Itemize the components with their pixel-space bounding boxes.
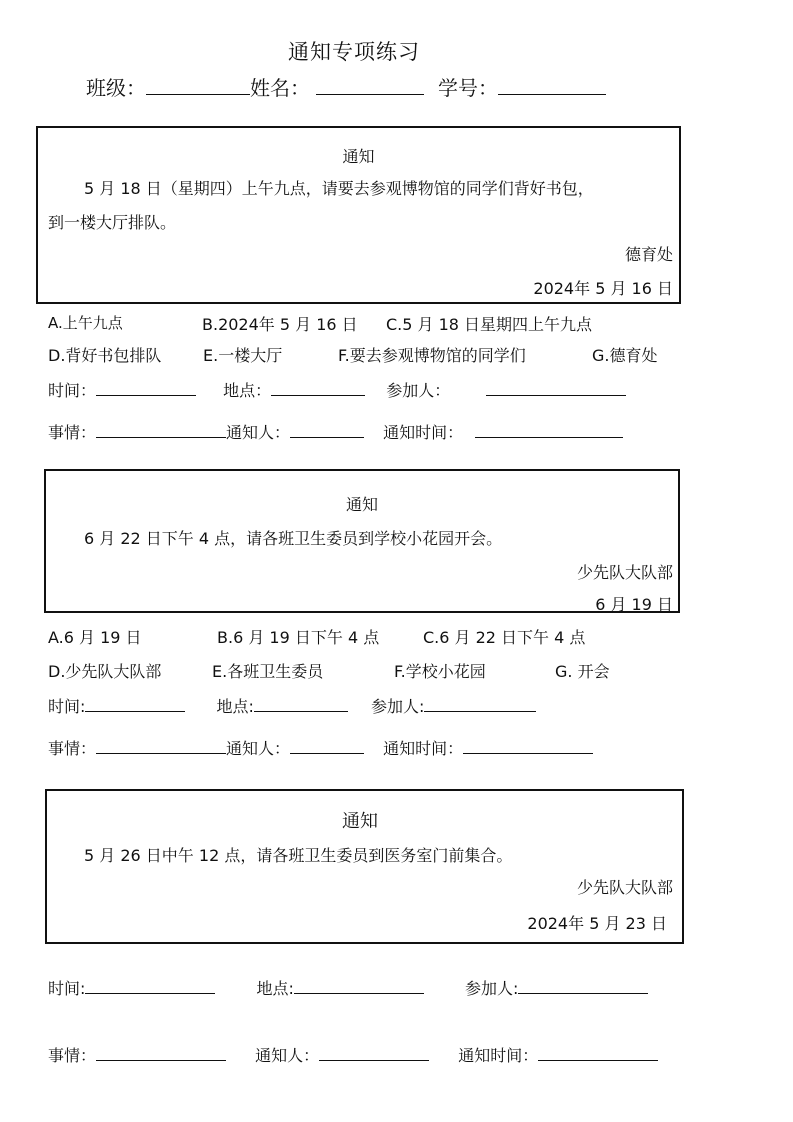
participants-input[interactable] <box>424 695 536 712</box>
matter-label: 事情： <box>48 1046 97 1065</box>
option-2g: G. 开会 <box>555 662 610 681</box>
notice-2-heading: 通知 <box>345 495 378 514</box>
time-label: 时间: <box>48 697 86 716</box>
answer-1-row1 <box>48 378 626 401</box>
place-input[interactable] <box>254 695 348 712</box>
notify-time-label: 通知时间： <box>383 423 464 442</box>
place-label: 地点： <box>223 381 272 400</box>
notifier-input[interactable] <box>290 737 364 754</box>
place-label: 地点: <box>256 979 294 998</box>
name-input[interactable] <box>316 76 424 95</box>
place-label: 地点: <box>216 697 254 716</box>
participants-input[interactable] <box>518 977 648 994</box>
notice-2-body: 6 月 22 日下午 4 点，请各班卫生委员到学校小花园开会。 <box>84 529 503 548</box>
place-input[interactable] <box>294 977 424 994</box>
option-2f: F.学校小花园 <box>394 662 486 681</box>
option-2b: B.6 月 19 日下午 4 点 <box>217 628 380 647</box>
notice-1-heading: 通知 <box>342 147 375 166</box>
option-1f: F.要去参观博物馆的同学们 <box>338 346 526 365</box>
matter-input[interactable] <box>96 421 226 438</box>
participants-label: 参加人: <box>465 979 519 998</box>
matter-input[interactable] <box>96 1044 226 1061</box>
notify-time-label: 通知时间： <box>383 739 464 758</box>
option-1g: G.德育处 <box>592 346 658 365</box>
answer-1-row2 <box>48 420 623 443</box>
notice-1-sender: 德育处 <box>624 245 673 264</box>
student-id-label: 学号： <box>438 76 498 100</box>
option-2a: A.6 月 19 日 <box>48 628 142 647</box>
notice-3-body: 5 月 26 日中午 12 点，请各班卫生委员到医务室门前集合。 <box>84 846 513 865</box>
time-label: 时间： <box>48 381 97 400</box>
class-input[interactable] <box>146 76 250 95</box>
notifier-label: 通知人： <box>255 1046 320 1065</box>
student-id-input[interactable] <box>498 76 606 95</box>
notifier-input[interactable] <box>319 1044 429 1061</box>
option-1c: C.5 月 18 日星期四上午九点 <box>386 315 593 334</box>
participants-label: 参加人： <box>386 381 451 400</box>
notice-3-date: 2024年 5 月 23 日 <box>527 914 667 933</box>
option-1d: D.背好书包排队 <box>48 346 162 365</box>
notice-3-heading: 通知 <box>342 811 378 832</box>
time-label: 时间: <box>48 979 86 998</box>
notifier-label: 通知人： <box>226 423 291 442</box>
notify-time-input[interactable] <box>538 1044 658 1061</box>
option-1a: A.上午九点 <box>48 314 123 332</box>
answer-3-row1 <box>48 976 648 999</box>
notice-1-date: 2024年 5 月 16 日 <box>533 279 673 298</box>
notice-3-sender: 少先队大队部 <box>576 878 673 897</box>
notice-2-date: 6 月 19 日 <box>595 595 673 614</box>
notify-time-input[interactable] <box>475 421 623 438</box>
option-2c: C.6 月 22 日下午 4 点 <box>423 628 586 647</box>
header-row <box>86 72 606 101</box>
option-2e: E.各班卫生委员 <box>212 662 324 681</box>
option-1b: B.2024年 5 月 16 日 <box>202 315 358 334</box>
notify-time-input[interactable] <box>463 737 593 754</box>
participants-input[interactable] <box>486 379 626 396</box>
time-input[interactable] <box>85 695 185 712</box>
notice-1-body-line2: 到一楼大厅排队。 <box>48 213 177 232</box>
place-input[interactable] <box>271 379 365 396</box>
name-label: 姓名： <box>250 76 310 100</box>
participants-label: 参加人: <box>371 697 425 716</box>
class-label: 班级： <box>86 76 146 100</box>
notifier-input[interactable] <box>290 421 364 438</box>
time-input[interactable] <box>96 379 196 396</box>
answer-3-row2 <box>48 1043 658 1066</box>
matter-input[interactable] <box>96 737 226 754</box>
notify-time-label: 通知时间： <box>458 1046 539 1065</box>
matter-label: 事情： <box>48 739 97 758</box>
option-1e: E.一楼大厅 <box>203 346 283 365</box>
notice-2-sender: 少先队大队部 <box>576 563 673 582</box>
notifier-label: 通知人： <box>226 739 291 758</box>
option-2d: D.少先队大队部 <box>48 662 162 681</box>
notice-1-body-line1: 5 月 18 日（星期四）上午九点，请要去参观博物馆的同学们背好书包， <box>84 179 594 198</box>
answer-2-row2 <box>48 736 593 759</box>
answer-2-row1 <box>48 694 536 717</box>
time-input[interactable] <box>85 977 215 994</box>
page-title: 通知专项练习 <box>288 40 420 64</box>
matter-label: 事情： <box>48 423 97 442</box>
